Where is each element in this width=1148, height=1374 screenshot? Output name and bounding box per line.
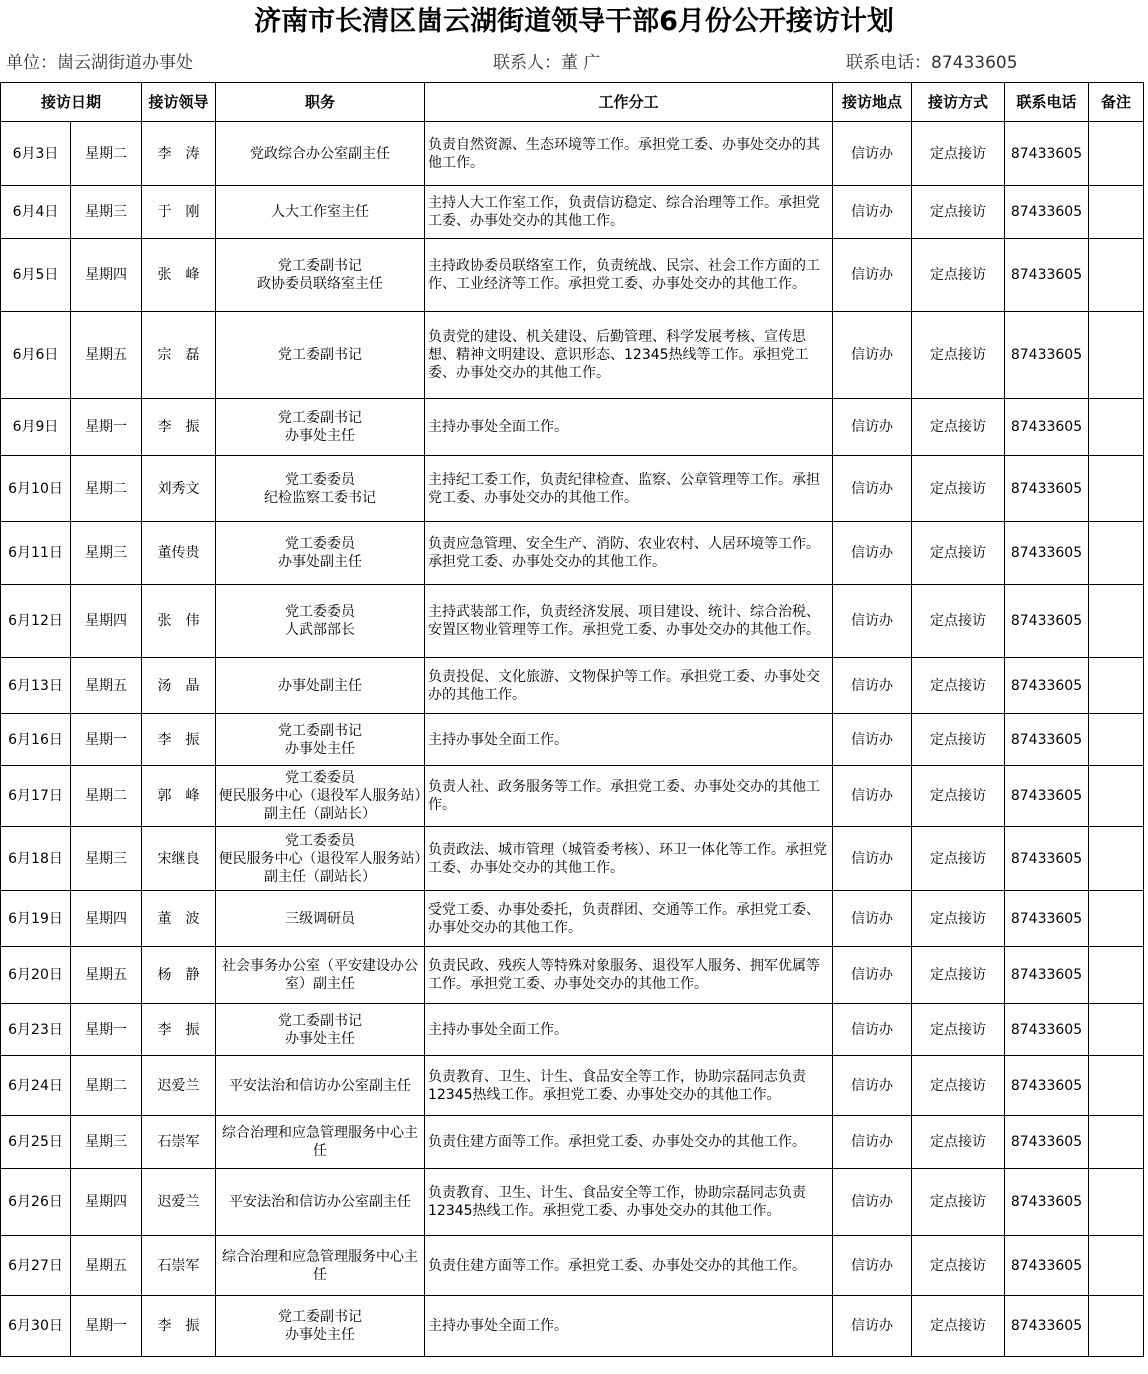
cell-phone: 87433605: [1005, 766, 1089, 827]
cell-position: 党工委副书记 办事处主任: [216, 1296, 425, 1357]
header-leader: 接访领导: [142, 83, 216, 122]
table-row: [1, 947, 1144, 1004]
cell-note: [1089, 585, 1144, 658]
cell-leader: 董 波: [142, 891, 216, 947]
cell-position: 人大工作室主任: [216, 186, 425, 239]
cell-date: 6月3日: [1, 122, 71, 186]
cell-note: [1089, 891, 1144, 947]
cell-position: 党工委委员 人武部部长: [216, 585, 425, 658]
cell-duty: 负责党的建设、机关建设、后勤管理、科学发展考核、宣传思想、精神文明建设、意识形态、12345热线等工作。承担党工委、办事处交办的其他工作。: [425, 312, 833, 399]
cell-note: [1089, 312, 1144, 399]
cell-method: 定点接访: [912, 827, 1005, 891]
cell-position: 综合治理和应急管理服务中心主任: [216, 1116, 425, 1169]
cell-note: [1089, 714, 1144, 766]
cell-date: 6月24日: [1, 1056, 71, 1116]
cell-duty: 受党工委、办事处委托，负责群团、交通等工作。承担党工委、办事处交办的其他工作。: [425, 891, 833, 947]
cell-note: [1089, 1296, 1144, 1357]
cell-method: 定点接访: [912, 1004, 1005, 1056]
cell-method: 定点接访: [912, 1116, 1005, 1169]
cell-location: 信访办: [833, 585, 912, 658]
cell-leader: 董传贵: [142, 522, 216, 585]
contact-person: 联系人：董 广: [493, 53, 601, 73]
cell-duty: 负责住建方面等工作。承担党工委、办事处交办的其他工作。: [425, 1236, 833, 1296]
cell-duty: 负责投促、文化旅游、文物保护等工作。承担党工委、办事处交办的其他工作。: [425, 658, 833, 714]
cell-note: [1089, 522, 1144, 585]
cell-method: 定点接访: [912, 1236, 1005, 1296]
cell-phone: 87433605: [1005, 585, 1089, 658]
cell-date: 6月26日: [1, 1169, 71, 1236]
cell-duty: 主持人大工作室工作，负责信访稳定、综合治理等工作。承担党工委、办事处交办的其他工作。: [425, 186, 833, 239]
cell-weekday: 星期一: [71, 714, 142, 766]
cell-date: 6月6日: [1, 312, 71, 399]
header-phone: 联系电话: [1005, 83, 1089, 122]
contact-phone: 联系电话：87433605: [846, 53, 1018, 73]
cell-note: [1089, 186, 1144, 239]
cell-date: 6月4日: [1, 186, 71, 239]
cell-note: [1089, 947, 1144, 1004]
cell-method: 定点接访: [912, 122, 1005, 186]
cell-leader: 于 刚: [142, 186, 216, 239]
table-row: [1, 1296, 1144, 1357]
cell-date: 6月19日: [1, 891, 71, 947]
cell-leader: 石崇军: [142, 1236, 216, 1296]
table-row: [1, 585, 1144, 658]
cell-position: 党工委委员 办事处副主任: [216, 522, 425, 585]
cell-duty: 主持办事处全面工作。: [425, 399, 833, 456]
table-row: [1, 239, 1144, 312]
cell-date: 6月20日: [1, 947, 71, 1004]
cell-phone: 87433605: [1005, 312, 1089, 399]
cell-phone: 87433605: [1005, 522, 1089, 585]
cell-duty: 主持纪工委工作，负责纪律检查、监察、公章管理等工作。承担党工委、办事处交办的其他工作。: [425, 456, 833, 522]
cell-location: 信访办: [833, 891, 912, 947]
cell-phone: 87433605: [1005, 714, 1089, 766]
cell-duty: 主持政协委员联络室工作，负责统战、民宗、社会工作方面的工作、工业经济等工作。承担党工委、办事处交办的其他工作。: [425, 239, 833, 312]
cell-location: 信访办: [833, 122, 912, 186]
cell-weekday: 星期三: [71, 827, 142, 891]
cell-position: 办事处副主任: [216, 658, 425, 714]
cell-duty: 主持武装部工作，负责经济发展、项目建设、统计、综合治税、安置区物业管理等工作。承担党工委、办事处交办的其他工作。: [425, 585, 833, 658]
cell-phone: 87433605: [1005, 658, 1089, 714]
cell-method: 定点接访: [912, 522, 1005, 585]
cell-weekday: 星期三: [71, 522, 142, 585]
table-row: [1, 312, 1144, 399]
cell-position: 党工委副书记: [216, 312, 425, 399]
cell-note: [1089, 766, 1144, 827]
cell-position: 党工委委员 便民服务中心（退役军人服务站）副主任（副站长）: [216, 827, 425, 891]
cell-weekday: 星期二: [71, 122, 142, 186]
cell-position: 党工委委员 便民服务中心（退役军人服务站）副主任（副站长）: [216, 766, 425, 827]
cell-phone: 87433605: [1005, 1116, 1089, 1169]
cell-date: 6月18日: [1, 827, 71, 891]
cell-phone: 87433605: [1005, 1236, 1089, 1296]
cell-date: 6月30日: [1, 1296, 71, 1357]
cell-duty: 负责民政、残疾人等特殊对象服务、退役军人服务、拥军优属等工作。承担党工委、办事处交办的其他工作。: [425, 947, 833, 1004]
cell-date: 6月10日: [1, 456, 71, 522]
cell-note: [1089, 1236, 1144, 1296]
table-row: [1, 766, 1144, 827]
cell-leader: 李 振: [142, 1004, 216, 1056]
cell-position: 党工委副书记 政协委员联络室主任: [216, 239, 425, 312]
cell-phone: 87433605: [1005, 1169, 1089, 1236]
cell-location: 信访办: [833, 1056, 912, 1116]
cell-weekday: 星期二: [71, 456, 142, 522]
cell-leader: 郭 峰: [142, 766, 216, 827]
header-position: 职务: [216, 83, 425, 122]
cell-method: 定点接访: [912, 658, 1005, 714]
cell-position: 综合治理和应急管理服务中心主任: [216, 1236, 425, 1296]
cell-weekday: 星期四: [71, 585, 142, 658]
cell-leader: 李 振: [142, 399, 216, 456]
cell-note: [1089, 122, 1144, 186]
cell-note: [1089, 827, 1144, 891]
cell-phone: 87433605: [1005, 1296, 1089, 1357]
cell-leader: 李 振: [142, 714, 216, 766]
table-row: [1, 1004, 1144, 1056]
cell-location: 信访办: [833, 714, 912, 766]
cell-weekday: 星期五: [71, 312, 142, 399]
cell-position: 党工委副书记 办事处主任: [216, 714, 425, 766]
cell-note: [1089, 456, 1144, 522]
cell-duty: 主持办事处全面工作。: [425, 714, 833, 766]
cell-weekday: 星期一: [71, 1296, 142, 1357]
table-header-row: [1, 83, 1144, 122]
cell-leader: 李 涛: [142, 122, 216, 186]
cell-location: 信访办: [833, 947, 912, 1004]
table-row: [1, 122, 1144, 186]
cell-phone: 87433605: [1005, 1056, 1089, 1116]
unit-label: 单位：崮云湖街道办事处: [6, 53, 193, 73]
cell-location: 信访办: [833, 658, 912, 714]
table-row: [1, 658, 1144, 714]
cell-note: [1089, 658, 1144, 714]
cell-location: 信访办: [833, 1004, 912, 1056]
cell-phone: 87433605: [1005, 186, 1089, 239]
cell-duty: 主持办事处全面工作。: [425, 1296, 833, 1357]
cell-weekday: 星期五: [71, 947, 142, 1004]
cell-phone: 87433605: [1005, 827, 1089, 891]
cell-location: 信访办: [833, 522, 912, 585]
cell-duty: 负责住建方面等工作。承担党工委、办事处交办的其他工作。: [425, 1116, 833, 1169]
cell-date: 6月12日: [1, 585, 71, 658]
cell-method: 定点接访: [912, 399, 1005, 456]
cell-note: [1089, 239, 1144, 312]
cell-weekday: 星期五: [71, 1236, 142, 1296]
cell-leader: 迟爱兰: [142, 1056, 216, 1116]
cell-phone: 87433605: [1005, 1004, 1089, 1056]
table-row: [1, 1236, 1144, 1296]
cell-leader: 李 振: [142, 1296, 216, 1357]
table-row: [1, 891, 1144, 947]
cell-leader: 石崇军: [142, 1116, 216, 1169]
cell-location: 信访办: [833, 456, 912, 522]
cell-date: 6月23日: [1, 1004, 71, 1056]
cell-position: 党工委副书记 办事处主任: [216, 1004, 425, 1056]
cell-method: 定点接访: [912, 456, 1005, 522]
cell-location: 信访办: [833, 827, 912, 891]
cell-date: 6月25日: [1, 1116, 71, 1169]
table-row: [1, 522, 1144, 585]
cell-method: 定点接访: [912, 239, 1005, 312]
cell-location: 信访办: [833, 399, 912, 456]
cell-leader: 汤 晶: [142, 658, 216, 714]
page-title: 济南市长清区崮云湖街道领导干部6月份公开接访计划: [254, 6, 894, 37]
cell-method: 定点接访: [912, 1296, 1005, 1357]
cell-location: 信访办: [833, 1116, 912, 1169]
table-row: [1, 399, 1144, 456]
cell-note: [1089, 1169, 1144, 1236]
cell-weekday: 星期二: [71, 1056, 142, 1116]
cell-note: [1089, 1116, 1144, 1169]
cell-weekday: 星期四: [71, 891, 142, 947]
cell-date: 6月5日: [1, 239, 71, 312]
cell-note: [1089, 1056, 1144, 1116]
cell-position: 社会事务办公室（平安建设办公室）副主任: [216, 947, 425, 1004]
header-location: 接访地点: [833, 83, 912, 122]
cell-weekday: 星期三: [71, 1116, 142, 1169]
cell-method: 定点接访: [912, 1169, 1005, 1236]
cell-method: 定点接访: [912, 186, 1005, 239]
cell-weekday: 星期一: [71, 399, 142, 456]
cell-location: 信访办: [833, 1236, 912, 1296]
cell-location: 信访办: [833, 312, 912, 399]
cell-leader: 迟爱兰: [142, 1169, 216, 1236]
table-row: [1, 714, 1144, 766]
cell-method: 定点接访: [912, 891, 1005, 947]
cell-location: 信访办: [833, 186, 912, 239]
cell-location: 信访办: [833, 766, 912, 827]
table-row: [1, 1169, 1144, 1236]
cell-date: 6月27日: [1, 1236, 71, 1296]
cell-method: 定点接访: [912, 1056, 1005, 1116]
cell-phone: 87433605: [1005, 239, 1089, 312]
cell-phone: 87433605: [1005, 122, 1089, 186]
reception-schedule-table: [0, 82, 1144, 1357]
cell-position: 党政综合办公室副主任: [216, 122, 425, 186]
cell-date: 6月13日: [1, 658, 71, 714]
cell-weekday: 星期五: [71, 658, 142, 714]
header-note: 备注: [1089, 83, 1144, 122]
cell-leader: 刘秀文: [142, 456, 216, 522]
cell-method: 定点接访: [912, 312, 1005, 399]
cell-leader: 张 峰: [142, 239, 216, 312]
table-row: [1, 186, 1144, 239]
cell-duty: 负责教育、卫生、计生、食品安全等工作，协助宗磊同志负责12345热线工作。承担党工委、办事处交办的其他工作。: [425, 1169, 833, 1236]
cell-phone: 87433605: [1005, 947, 1089, 1004]
cell-phone: 87433605: [1005, 891, 1089, 947]
cell-duty: 主持办事处全面工作。: [425, 1004, 833, 1056]
cell-location: 信访办: [833, 1296, 912, 1357]
cell-phone: 87433605: [1005, 399, 1089, 456]
cell-weekday: 星期四: [71, 1169, 142, 1236]
cell-duty: 负责应急管理、安全生产、消防、农业农村、人居环境等工作。承担党工委、办事处交办的其他工作。: [425, 522, 833, 585]
cell-note: [1089, 1004, 1144, 1056]
cell-leader: 宗 磊: [142, 312, 216, 399]
table-row: [1, 827, 1144, 891]
cell-phone: 87433605: [1005, 456, 1089, 522]
cell-duty: 负责教育、卫生、计生、食品安全等工作，协助宗磊同志负责12345热线工作。承担党工委、办事处交办的其他工作。: [425, 1056, 833, 1116]
cell-method: 定点接访: [912, 947, 1005, 1004]
cell-leader: 宋继良: [142, 827, 216, 891]
cell-date: 6月11日: [1, 522, 71, 585]
cell-location: 信访办: [833, 1169, 912, 1236]
cell-weekday: 星期四: [71, 239, 142, 312]
table-row: [1, 1056, 1144, 1116]
cell-position: 党工委副书记 办事处主任: [216, 399, 425, 456]
cell-leader: 张 伟: [142, 585, 216, 658]
cell-duty: 负责政法、城市管理（城管委考核）、环卫一体化等工作。承担党工委、办事处交办的其他工作。: [425, 827, 833, 891]
table-row: [1, 1116, 1144, 1169]
table-row: [1, 456, 1144, 522]
cell-duty: 负责人社、政务服务等工作。承担党工委、办事处交办的其他工作。: [425, 766, 833, 827]
cell-date: 6月16日: [1, 714, 71, 766]
header-date: 接访日期: [1, 83, 142, 122]
cell-weekday: 星期二: [71, 766, 142, 827]
cell-location: 信访办: [833, 239, 912, 312]
cell-method: 定点接访: [912, 766, 1005, 827]
header-duty: 工作分工: [425, 83, 833, 122]
cell-weekday: 星期一: [71, 1004, 142, 1056]
cell-duty: 负责自然资源、生态环境等工作。承担党工委、办事处交办的其他工作。: [425, 122, 833, 186]
cell-weekday: 星期三: [71, 186, 142, 239]
cell-position: 三级调研员: [216, 891, 425, 947]
cell-position: 平安法治和信访办公室副主任: [216, 1056, 425, 1116]
cell-position: 平安法治和信访办公室副主任: [216, 1169, 425, 1236]
cell-note: [1089, 399, 1144, 456]
cell-date: 6月9日: [1, 399, 71, 456]
cell-date: 6月17日: [1, 766, 71, 827]
cell-method: 定点接访: [912, 585, 1005, 658]
cell-position: 党工委委员 纪检监察工委书记: [216, 456, 425, 522]
cell-leader: 杨 静: [142, 947, 216, 1004]
header-method: 接访方式: [912, 83, 1005, 122]
cell-method: 定点接访: [912, 714, 1005, 766]
